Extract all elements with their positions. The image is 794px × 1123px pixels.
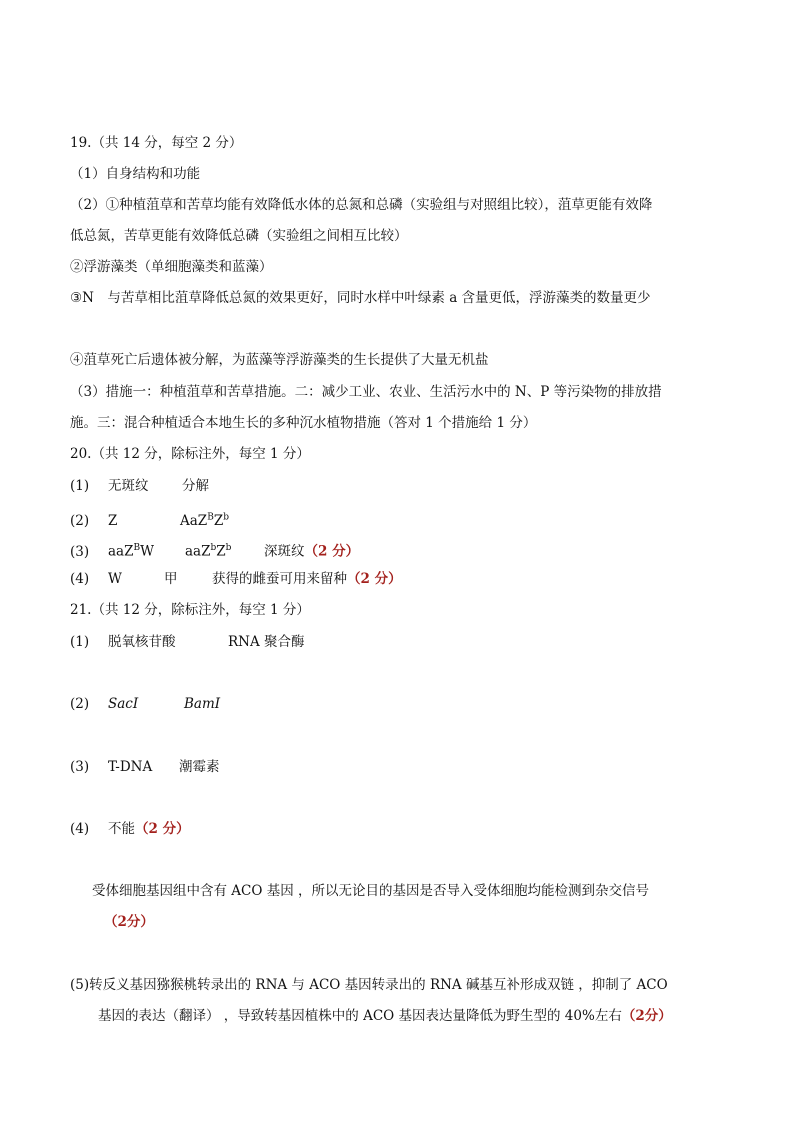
answer-a: Z [108, 512, 118, 529]
answer-b: $aaZ^bZ^b$ [185, 543, 232, 560]
score-note: （2分） [104, 914, 154, 930]
row-number: (3) [70, 759, 90, 775]
q20-row-3 [70, 539, 359, 561]
answer-b: 甲 [164, 571, 178, 587]
answer-a: 无斑纹 [108, 478, 149, 494]
score-note: （2分） [621, 1008, 672, 1024]
score-note: （2 分） [347, 571, 402, 587]
q19-header: 19.（共 14 分，每空 2 分） [70, 135, 243, 151]
q20-row-4 [70, 570, 402, 588]
row-number: (4) [70, 821, 90, 837]
row-number: (2) [70, 512, 90, 529]
q21-row-1 [70, 633, 305, 651]
answer-a: 脱氧核苷酸 [108, 634, 176, 650]
q19-answer-2e: ④菹草死亡后遗体被分解，为蓝藻等浮游藻类的生长提供了大量无机盐 [70, 352, 489, 368]
q21-header: 21.（共 12 分，除标注外，每空 1 分） [70, 602, 310, 618]
q19-answer-2d: ③N 与苦草相比菹草降低总氮的效果更好，同时水样中叶绿素 a 含量更低，浮游藻类的数量更少 [70, 290, 651, 306]
q20-header: 20.（共 12 分，除标注外，每空 1 分） [70, 446, 310, 462]
q21-answer-5a: (5)转反义基因猕猴桃转录出的 RNA 与 ACO 基因转录出的 RNA 碱基互补形成双链 ，抑制了 ACO [70, 977, 668, 993]
answer-a: 不能 [108, 821, 135, 837]
answer-c: 获得的雌蚕可用来留种 [212, 571, 347, 587]
row-number: (1) [70, 634, 90, 650]
q21-row-4 [70, 820, 190, 838]
answer-a: W [108, 571, 122, 587]
q19-answer-3a: （3）措施一：种植菹草和苦草措施。二：减少工业、农业、生活污水中的 N、P 等污染物的排放措 [70, 384, 662, 400]
row-number: (4) [70, 571, 90, 587]
q19-answer-2c: ②浮游藻类（单细胞藻类和蓝藻） [70, 259, 273, 275]
answer-b: 分解 [182, 478, 209, 494]
q19-answer-3b: 施。三：混合种植适合本地生长的多种沉水植物措施（答对 1 个措施给 1 分） [70, 415, 537, 431]
row-number: (2) [70, 696, 90, 712]
q21-row-3 [70, 758, 220, 776]
answer-a: SacI [108, 696, 139, 712]
answer-b: RNA 聚合酶 [228, 634, 305, 650]
row-number: (1) [70, 478, 90, 494]
answer-a: aaZ$^B$W [108, 543, 154, 560]
q19-answer-1: （1）自身结构和功能 [70, 166, 201, 182]
answer-b: $AaZ^BZ^b$ [180, 512, 229, 529]
score-note: （2 分） [304, 543, 360, 560]
answer-b: 潮霉素 [179, 759, 220, 775]
answer-a: T-DNA [108, 759, 153, 775]
q19-answer-2b: 低总氮，苦草更能有效降低总磷（实验组之间相互比较） [70, 228, 408, 244]
answer-b: BamI [184, 696, 221, 712]
q20-row-1 [70, 477, 209, 495]
q21-answer-4-explanation: 受体细胞基因组中含有 ACO 基因 ，所以无论目的基因是否导入受体细胞均能检测到杂交信号 [92, 883, 650, 899]
q21-answer-5b: 基因的表达（翻译） ，导致转基因植株中的 ACO 基因表达量降低为野生型的 40%左右（2分） [98, 1008, 672, 1024]
score-note: （2 分） [135, 821, 190, 837]
q21-row-2 [70, 695, 220, 713]
q20-row-2 [70, 508, 229, 530]
answer-c: 深斑纹 [264, 543, 305, 560]
q19-answer-2a: （2）①种植菹草和苦草均能有效降低水体的总氮和总磷（实验组与对照组比较），菹草更能有效降 [70, 197, 653, 213]
row-number: (3) [70, 543, 90, 560]
